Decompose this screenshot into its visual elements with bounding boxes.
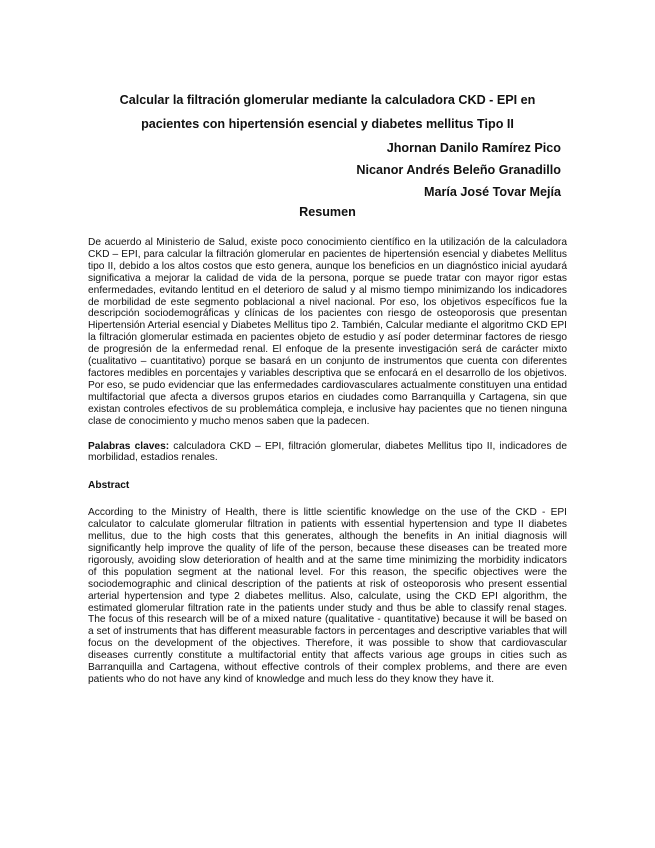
author-1: Jhornan Danilo Ramírez Pico: [386, 141, 561, 155]
abstract-body: According to the Ministry of Health, there is little scientific knowledge on the use of the CKD - EPI calculator to calculate glomerular filtration in patients with essential hypertension and type II diabetes mellitus, due to the high costs that this generates, although the benefits in An initial diagnosis will significantly help improve the quality of life of the person, because these diseases can be treated more rigorously, avoiding slow deterioration of health and at the same time minimizing the morbidity indicators of this population segment at the national level. For this reason, the specific objectives were the sociodemographic and clinical description of the patients at risk of osteoporosis who present essential arterial hypertension and type 2 diabetes mellitus. Also, calculate, using the CKD EPI algorithm, the estimated glomerular filtration rate in the patients under study and thus be able to classify renal stages. The focus of this research will be of a mixed nature (qualitative - quantitative) because it will be based on a set of instruments that has different measurable factors in percentages and descriptive variables that will focus on the development of the objectives. Therefore, it was possible to show that cardiovascular diseases currently constitute a multifactorial entity that affects various age groups in cities such as Barranquilla and Cartagena, without effective controls of their complex problems, and there are even patients who do not have any kind of knowledge and much less do they know they have it.: [88, 507, 567, 685]
keywords: [88, 441, 567, 465]
author-list: [88, 137, 567, 203]
paper-title: [88, 88, 567, 136]
keywords-text: calculadora CKD – EPI, filtración glomerular, diabetes Mellitus tipo II, indicadores de morbilidad, estadios renales.: [88, 440, 567, 464]
author-2: Nicanor Andrés Beleño Granadillo: [356, 163, 561, 177]
abstract-heading: Abstract: [88, 480, 130, 492]
title-line-2: pacientes con hipertensión esencial y diabetes mellitus Tipo II: [141, 117, 514, 131]
keywords-label: Palabras claves:: [88, 440, 170, 452]
resumen-body: De acuerdo al Ministerio de Salud, existe poco conocimiento científico en la utilización de la calculadora CKD – EPI, para calcular la filtración glomerular en pacientes de hipertensión esencial y diabetes Mellitus tipo II, debido a los altos costos que esto genera, aunque los beneficios en un diagnóstico inicial ayudará significativa a mejorar la calidad de vida de la persona, porque se puede tratar con mayor rigor estas enfermedades, evitando lentitud en el deterioro de salud y al mismo tiempo minimizando los indicadores de morbilidad de este segmento poblacional a nivel nacional. Por eso, los objetivos específicos fue la descripción sociodemográficas y clínicas de los pacientes con riesgo de osteoporosis que presentan Hipertensión Arterial esencial y Diabetes Mellitus tipo 2. También, Calcular mediante el algoritmo CKD EPI la filtración glomerular estimada en pacientes objeto de estudio y así poder determinar factores de riesgo de progresión de la enfermedad renal. El enfoque de la presente investigación será de carácter mixto (cualitativo – cuantitativo) porque se basará en un conjunto de instrumentos que cuenta con diferentes factores medibles en porcentajes y variables descriptiva que se enfocará en el desarrollo de los objetivos. Por eso, se pudo evidenciar que las enfermedades cardiovasculares actualmente constituyen una entidad multifactorial que afecta a diversos grupos etarios en ciudades como Barranquilla y Cartagena, sin que existan controles efectivos de su problemática compleja, e inclusive hay pacientes que no tienen ninguna clase de conocimiento y mucho menos saben que la padecen.: [88, 237, 567, 427]
resumen-heading: Resumen: [299, 205, 356, 219]
title-line-1: Calcular la filtración glomerular mediante la calculadora CKD - EPI en: [119, 93, 536, 107]
author-3: María José Tovar Mejía: [424, 185, 561, 199]
